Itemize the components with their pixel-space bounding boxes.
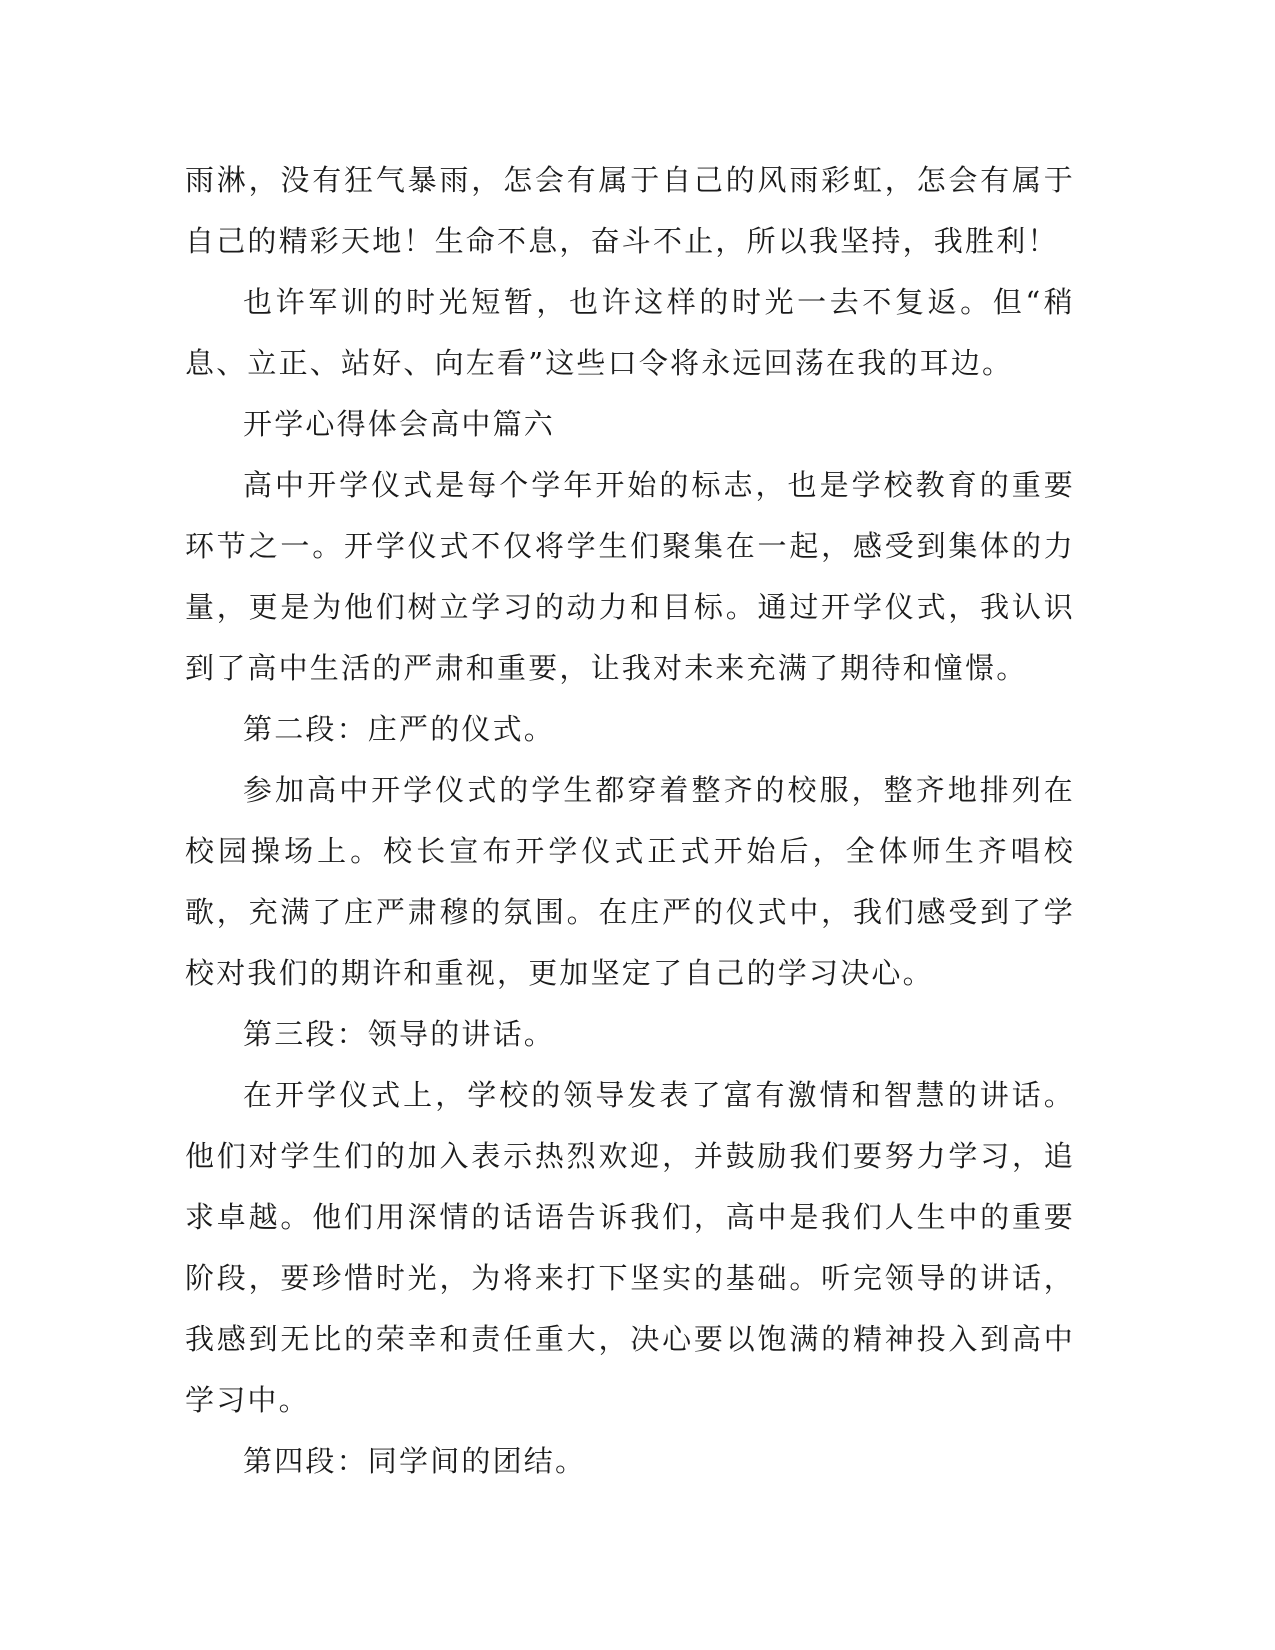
paragraph-continuation: 雨淋，没有狂气暴雨，怎会有属于自己的风雨彩虹，怎会有属于自己的精彩天地！生命不息，奋斗不止，所以我坚持，我胜利！ (185, 163, 1075, 258)
section-heading-part-two: 第二段：庄严的仪式。 (243, 712, 556, 746)
paragraph-ceremony: 参加高中开学仪式的学生都穿着整齐的校服，整齐地排列在校园操场上。校长宣布开学仪式正式开始后，全体师生齐唱校歌，充满了庄严肃穆的氛围。在庄严的仪式中，我们感受到了学校对我们的期许和重视，更加坚定了自己的学习决心。 (185, 773, 1075, 990)
section-title: 开学心得体会高中篇六 (243, 407, 556, 441)
paragraph-intro: 高中开学仪式是每个学年开始的标志，也是学校教育的重要环节之一。开学仪式不仅将学生们聚集在一起，感受到集体的力量，更是为他们树立学习的动力和目标。通过开学仪式，我认识到了高中生活的严肃和重要，让我对未来充满了期待和憧憬。 (185, 468, 1075, 685)
paragraph-military-training: 也许军训的时光短暂，也许这样的时光一去不复返。但“稍息、立正、站好、向左看”这些口令将永远回荡在我的耳边。 (185, 285, 1075, 380)
document-body (185, 150, 1075, 1492)
paragraph-leader-speech: 在开学仪式上，学校的领导发表了富有激情和智慧的讲话。他们对学生们的加入表示热烈欢迎，并鼓励我们要努力学习，追求卓越。他们用深情的话语告诉我们，高中是我们人生中的重要阶段，要珍惜时光，为将来打下坚实的基础。听完领导的讲话，我感到无比的荣幸和责任重大，决心要以饱满的精神投入到高中学习中。 (185, 1078, 1075, 1417)
section-heading-part-four: 第四段：同学间的团结。 (243, 1444, 587, 1478)
section-heading-part-three: 第三段：领导的讲话。 (243, 1017, 556, 1051)
